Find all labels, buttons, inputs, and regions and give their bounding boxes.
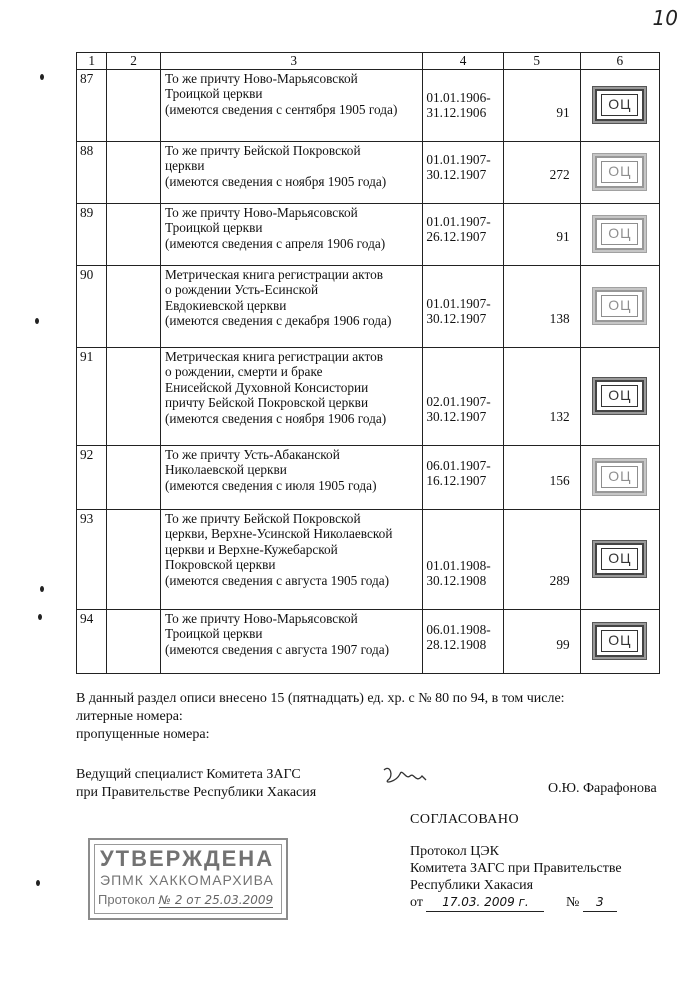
row-stamp-cell [580,347,659,445]
dates-wrap [426,71,499,121]
dates-wrap [426,511,499,589]
row-number: 87 [77,69,107,141]
date-line: 01.01.1908- [426,557,491,573]
margin-speck [35,318,39,324]
row-empty-cell [107,609,161,673]
date-line: 30.12.1907 [426,311,487,326]
protocol-line: Республики Хакасия [410,878,534,893]
row-number: 93 [77,509,107,609]
row-empty-cell [107,509,161,609]
row-empty-cell [107,347,161,445]
row-dates [423,509,503,609]
row-sheet-count [503,141,580,203]
summary-line: В данный раздел описи внесено 15 (пятнадцать) ед. хр. с № 80 по 94, в том числе: [76,691,565,706]
oc-stamp-text: ОЦ [601,548,638,570]
row-stamp-cell [580,509,659,609]
header-col-5: 5 [503,53,580,70]
row-number: 94 [77,609,107,673]
count-wrap [507,447,570,489]
row-title [160,609,422,673]
oc-stamp [595,290,644,322]
count-wrap [507,349,570,425]
sheet-count: 272 [549,167,570,182]
sheet-count: 132 [549,409,570,424]
oc-stamp [595,218,644,250]
date-line: 28.12.1908 [426,637,487,652]
oc-stamp [595,380,644,412]
row-dates [423,445,503,509]
summary-line: литерные номера: [76,709,183,724]
oc-stamp [595,543,644,575]
table-row [77,347,660,445]
row-title [160,141,422,203]
approval-title: СОГЛАСОВАНО [410,812,520,827]
row-number: 88 [77,141,107,203]
date-line: 01.01.1906- [426,89,491,105]
title-line: причту Бейской Покровской церкви [164,395,369,410]
title-line: То же причту Ново-Марьясовской [164,610,358,626]
row-dates [423,141,503,203]
row-dates [423,69,503,141]
oc-stamp-text: ОЦ [601,161,638,183]
row-title [160,509,422,609]
row-stamp-cell [580,609,659,673]
row-number: 90 [77,265,107,347]
title-line: То же причту Ново-Марьясовской [164,70,358,86]
row-sheet-count [503,69,580,141]
date-line: 06.01.1907- [426,457,491,473]
count-wrap [507,267,570,327]
oc-stamp-text: ОЦ [601,223,638,245]
row-dates [423,203,503,265]
stamp-title: УТВЕРЖДЕНА [100,846,275,871]
row-empty-cell [107,69,161,141]
table-row [77,445,660,509]
row-title [160,69,422,141]
signatory-position [76,766,316,802]
date-line: 30.12.1908 [426,573,487,588]
header-col-3: 3 [160,53,422,70]
protocol-line: Комитета ЗАГС при Правительстве [410,861,622,876]
header-col-1: 1 [77,53,107,70]
stamp-protocol-value: № 2 от 25.03.2009 [158,893,274,907]
page-number: 10 [652,6,678,30]
header-col-4: 4 [423,53,503,70]
row-stamp-cell [580,203,659,265]
signatory-name: О.Ю. Фарафонова [548,781,657,796]
count-wrap [507,71,570,121]
date-line: 31.12.1906 [426,105,487,120]
title-line: церкви, Верхне-Усинской Николаевской [164,526,393,541]
title-line: Покровской церкви [164,557,276,572]
oc-stamp [595,156,644,188]
row-title [160,203,422,265]
table-row [77,69,660,141]
row-sheet-count [503,445,580,509]
title-line: о рождении Усть-Есинской [164,282,319,297]
protocol-line: Протокол ЦЭК [410,844,499,859]
oc-stamp-text: ОЦ [601,385,638,407]
dates-wrap [426,447,499,489]
row-sheet-count [503,509,580,609]
position-line: при Правительстве Республики Хакасия [76,785,317,800]
date-line: 01.01.1907- [426,213,491,229]
row-dates [423,609,503,673]
row-title [160,265,422,347]
header-col-2: 2 [107,53,161,70]
sheet-count: 156 [549,473,570,488]
stamp-protocol [98,892,273,908]
date-line: 01.01.1907- [426,151,491,167]
stamp-protocol-prefix: Протокол [98,892,155,907]
row-number: 92 [77,445,107,509]
stamp-org: ЭПМК ХАККОМАРХИВА [100,872,274,888]
position-line: Ведущий специалист Комитета ЗАГС [76,767,301,782]
sheet-count: 138 [549,311,570,326]
title-line: (имеются сведения с ноября 1906 года) [164,410,387,426]
protocol-date-line [410,894,622,912]
row-title [160,347,422,445]
protocol-date: 17.03. 2009 г. [426,894,544,912]
oc-stamp [595,89,644,121]
count-wrap [507,143,570,183]
title-line: церкви [164,158,205,173]
sheet-count: 99 [556,637,570,652]
title-line: Николаевской церкви [164,462,287,477]
margin-speck [40,74,44,80]
table-row [77,265,660,347]
title-line: Троицкой церкви [164,220,263,235]
oc-stamp-text: ОЦ [601,94,638,116]
oc-stamp-text: ОЦ [601,630,638,652]
table-body [77,69,660,673]
title-line: (имеются сведения с сентября 1905 года) [164,101,398,117]
table-row [77,141,660,203]
summary-line: пропущенные номера: [76,727,210,742]
title-line: Троицкой церкви [164,86,263,101]
count-wrap [507,511,570,589]
row-dates [423,265,503,347]
dates-wrap [426,267,499,327]
dates-wrap [426,205,499,245]
row-sheet-count [503,203,580,265]
title-line: (имеются сведения с августа 1905 года) [164,572,390,588]
row-empty-cell [107,265,161,347]
table-row [77,203,660,265]
count-wrap [507,205,570,245]
date-prefix: от [410,895,423,910]
row-stamp-cell [580,69,659,141]
summary-block [76,690,565,744]
title-line: церкви и Верхне-Кужебарской [164,541,338,557]
title-line: (имеются сведения с апреля 1906 года) [164,235,386,251]
count-wrap [507,611,570,653]
table-row [77,609,660,673]
title-line: (имеются сведения с августа 1907 года) [164,641,390,657]
date-line: 30.12.1907 [426,167,487,182]
dates-wrap [426,611,499,653]
sheet-count: 289 [549,573,570,588]
protocol-number: 3 [583,894,617,912]
oc-stamp [595,461,644,493]
sheet-count: 91 [556,229,570,244]
oc-stamp [595,625,644,657]
title-line: Метрическая книга регистрации актов [164,266,384,282]
title-line: (имеются сведения с декабря 1906 года) [164,313,392,328]
title-line: Метрическая книга регистрации актов [164,348,384,364]
row-title [160,445,422,509]
row-stamp-cell [580,141,659,203]
oc-stamp-text: ОЦ [601,295,638,317]
date-line: 01.01.1907- [426,295,491,311]
row-empty-cell [107,203,161,265]
title-line: Троицкой церкви [164,626,263,641]
row-sheet-count [503,265,580,347]
date-line: 06.01.1908- [426,621,491,637]
dates-wrap [426,143,499,183]
number-prefix: № [565,895,580,910]
title-line: То же причту Усть-Абаканской [164,446,340,462]
row-number: 89 [77,203,107,265]
inventory-table [76,52,660,674]
margin-speck [36,880,40,886]
title-line: Енисейской Духовной Консистории [164,379,369,395]
approval-stamp [88,838,288,920]
table-header-row [77,53,660,70]
row-stamp-cell [580,265,659,347]
title-line: То же причту Бейской Покровской [164,510,361,526]
approval-protocol [410,843,622,912]
title-line: (имеются сведения с июля 1905 года) [164,477,377,493]
title-line: То же причту Бейской Покровской [164,142,361,158]
title-line: (имеются сведения с ноября 1905 года) [164,173,387,189]
dates-wrap [426,349,499,425]
date-line: 16.12.1907 [426,473,487,488]
date-line: 30.12.1907 [426,409,487,424]
header-col-6: 6 [580,53,659,70]
margin-speck [38,614,42,620]
row-stamp-cell [580,445,659,509]
oc-stamp-text: ОЦ [601,466,638,488]
title-line: То же причту Ново-Марьясовской [164,204,358,220]
row-dates [423,347,503,445]
date-line: 02.01.1907- [426,393,491,409]
date-line: 26.12.1907 [426,229,487,244]
margin-speck [40,586,44,592]
row-sheet-count [503,347,580,445]
row-empty-cell [107,445,161,509]
handwritten-signature [380,762,430,792]
row-sheet-count [503,609,580,673]
title-line: о рождении, смерти и браке [164,364,323,379]
row-number: 91 [77,347,107,445]
sheet-count: 91 [556,105,570,120]
title-line: Евдокиевской церкви [164,297,287,313]
table-row [77,509,660,609]
row-empty-cell [107,141,161,203]
